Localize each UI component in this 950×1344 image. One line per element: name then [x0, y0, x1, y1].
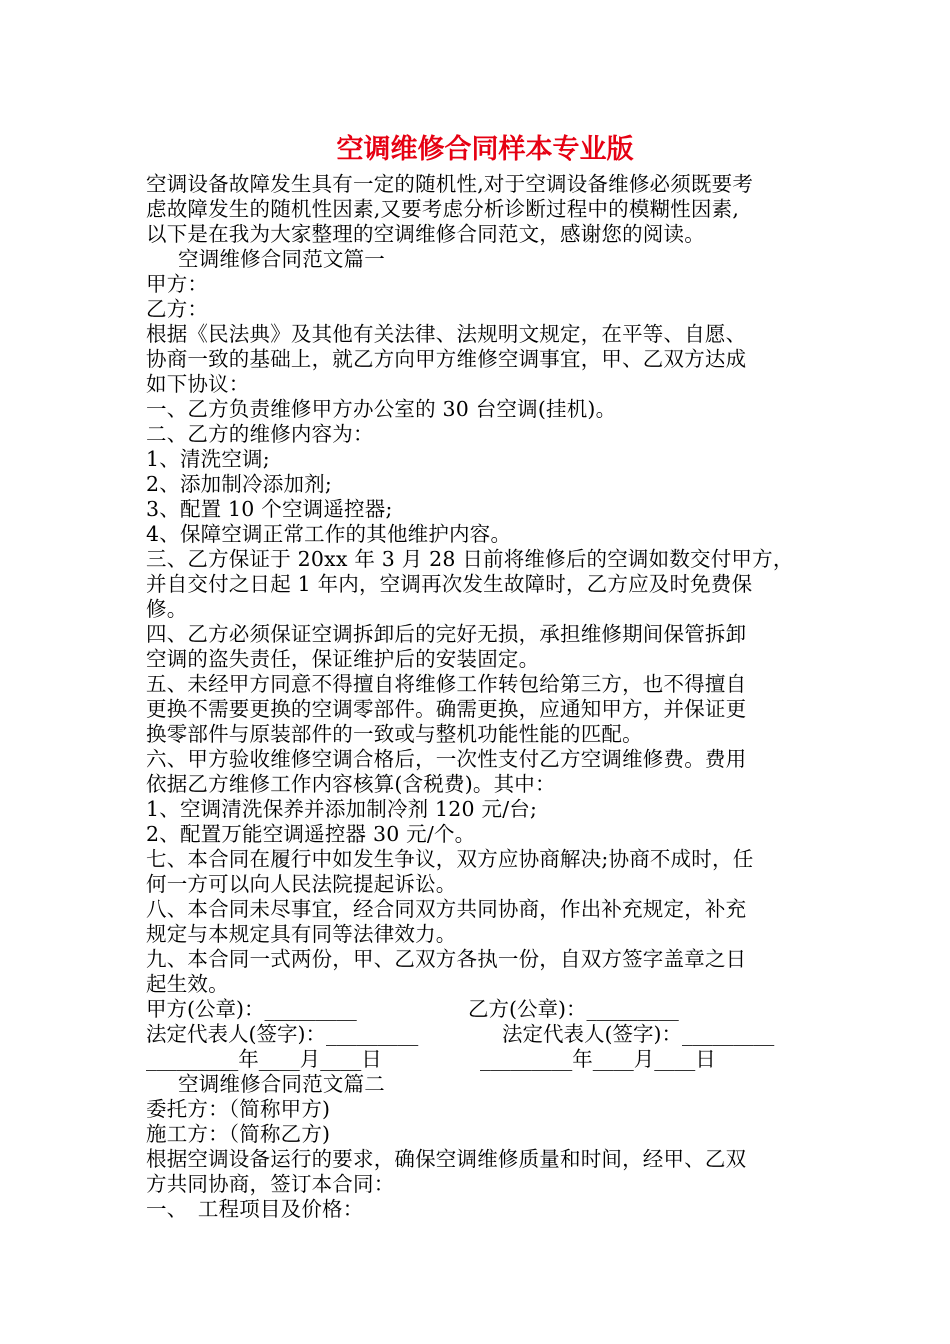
body-line: 依据乙方维修工作内容核算(含税费)。其中： [146, 772, 556, 796]
representative-row [146, 1022, 814, 1047]
body-line: 三、乙方保证于 20xx 年 3 月 28 日前将维修后的空调如数交付甲方， [146, 547, 794, 571]
body-line: 4、保障空调正常工作的其他维护内容。 [146, 522, 512, 546]
body-line: 1、空调清洗保养并添加制冷剂 120 元/台; [146, 797, 538, 821]
body-line: 四、乙方必须保证空调拆卸后的完好无损，承担维修期间保管拆卸 [146, 622, 747, 646]
body-line: 方共同协商，签订本合同： [146, 1172, 395, 1196]
body-line: 何一方可以向人民法院提起诉讼。 [146, 872, 457, 896]
section1-heading: 空调维修合同范文篇一 [178, 247, 385, 271]
body-line: 五、未经甲方同意不得擅自将维修工作转包给第三方，也不得擅自 [146, 672, 747, 696]
intro-line: 虑故障发生的随机性因素,又要考虑分析诊断过程中的模糊性因素, [146, 197, 740, 221]
party-b-seal: 乙方(公章)：_________ [468, 997, 679, 1021]
party-a-date: _________年____月____日 [146, 1047, 382, 1071]
body-line: 一、 工程项目及价格： [146, 1197, 364, 1221]
body-line: 一、乙方负责维修甲方办公室的 30 台空调(挂机)。 [146, 397, 617, 421]
intro-paragraph [146, 172, 814, 247]
section2-heading: 空调维修合同范文篇二 [178, 1072, 385, 1096]
body-line: 七、本合同在履行中如发生争议，双方应协商解决;协商不成时，任 [146, 847, 754, 871]
body-line: 八、本合同未尽事宜，经合同双方共同协商，作出补充规定，补充 [146, 897, 747, 921]
body-line: 协商一致的基础上，就乙方向甲方维修空调事宜，甲、乙双方达成 [146, 347, 747, 371]
body-line: 3、配置 10 个空调遥控器; [146, 497, 393, 521]
body-line: 九、本合同一式两份，甲、乙双方各执一份，自双方签字盖章之日 [146, 947, 747, 971]
party-b-representative: 法定代表人(签字)：_________ [502, 1022, 775, 1046]
body-line: 根据空调设备运行的要求，确保空调维修质量和时间，经甲、乙双 [146, 1147, 747, 1171]
body-line: 二、乙方的维修内容为： [146, 422, 374, 446]
body-line: 2、添加制冷添加剂; [146, 472, 332, 496]
document-page [146, 130, 814, 1222]
body-line: 修。 [146, 597, 188, 621]
body-line: 1、清洗空调; [146, 447, 270, 471]
body-line: 乙方： [146, 297, 209, 321]
intro-line: 以下是在我为大家整理的空调维修合同范文，感谢您的阅读。 [146, 222, 705, 246]
body-line: 起生效。 [146, 972, 229, 996]
body-line: 换零部件与原装部件的一致或与整机功能性能的匹配。 [146, 722, 643, 746]
body-line: 如下协议： [146, 372, 250, 396]
party-a-seal: 甲方(公章)：_________ [146, 997, 357, 1021]
seal-row [146, 997, 814, 1022]
date-row [146, 1047, 814, 1072]
body-line: 2、配置万能空调遥控器 30 元/个。 [146, 822, 476, 846]
body-line: 并自交付之日起 1 年内，空调再次发生故障时，乙方应及时免费保 [146, 572, 753, 596]
body-line: 施工方：（简称乙方) [146, 1122, 331, 1146]
body-line: 甲方： [146, 272, 209, 296]
document-title: 空调维修合同样本专业版 [336, 134, 634, 165]
section1-body [146, 272, 814, 997]
body-line: 六、甲方验收维修空调合格后，一次性支付乙方空调维修费。费用 [146, 747, 747, 771]
intro-line: 空调设备故障发生具有一定的随机性,对于空调设备维修必须既要考 [146, 172, 754, 196]
body-line: 根据《民法典》及其他有关法律、法规明文规定，在平等、自愿、 [146, 322, 747, 346]
party-b-date: _________年____月____日 [480, 1047, 716, 1071]
body-line: 更换不需要更换的空调零部件。确需更换，应通知甲方，并保证更 [146, 697, 747, 721]
signature-block [146, 997, 814, 1072]
section2-body [146, 1097, 814, 1222]
body-line: 规定与本规定具有同等法律效力。 [146, 922, 457, 946]
party-a-representative: 法定代表人(签字)：_________ [146, 1022, 419, 1046]
body-line: 空调的盗失责任，保证维护后的安装固定。 [146, 647, 540, 671]
body-line: 委托方：（简称甲方) [146, 1097, 331, 1121]
